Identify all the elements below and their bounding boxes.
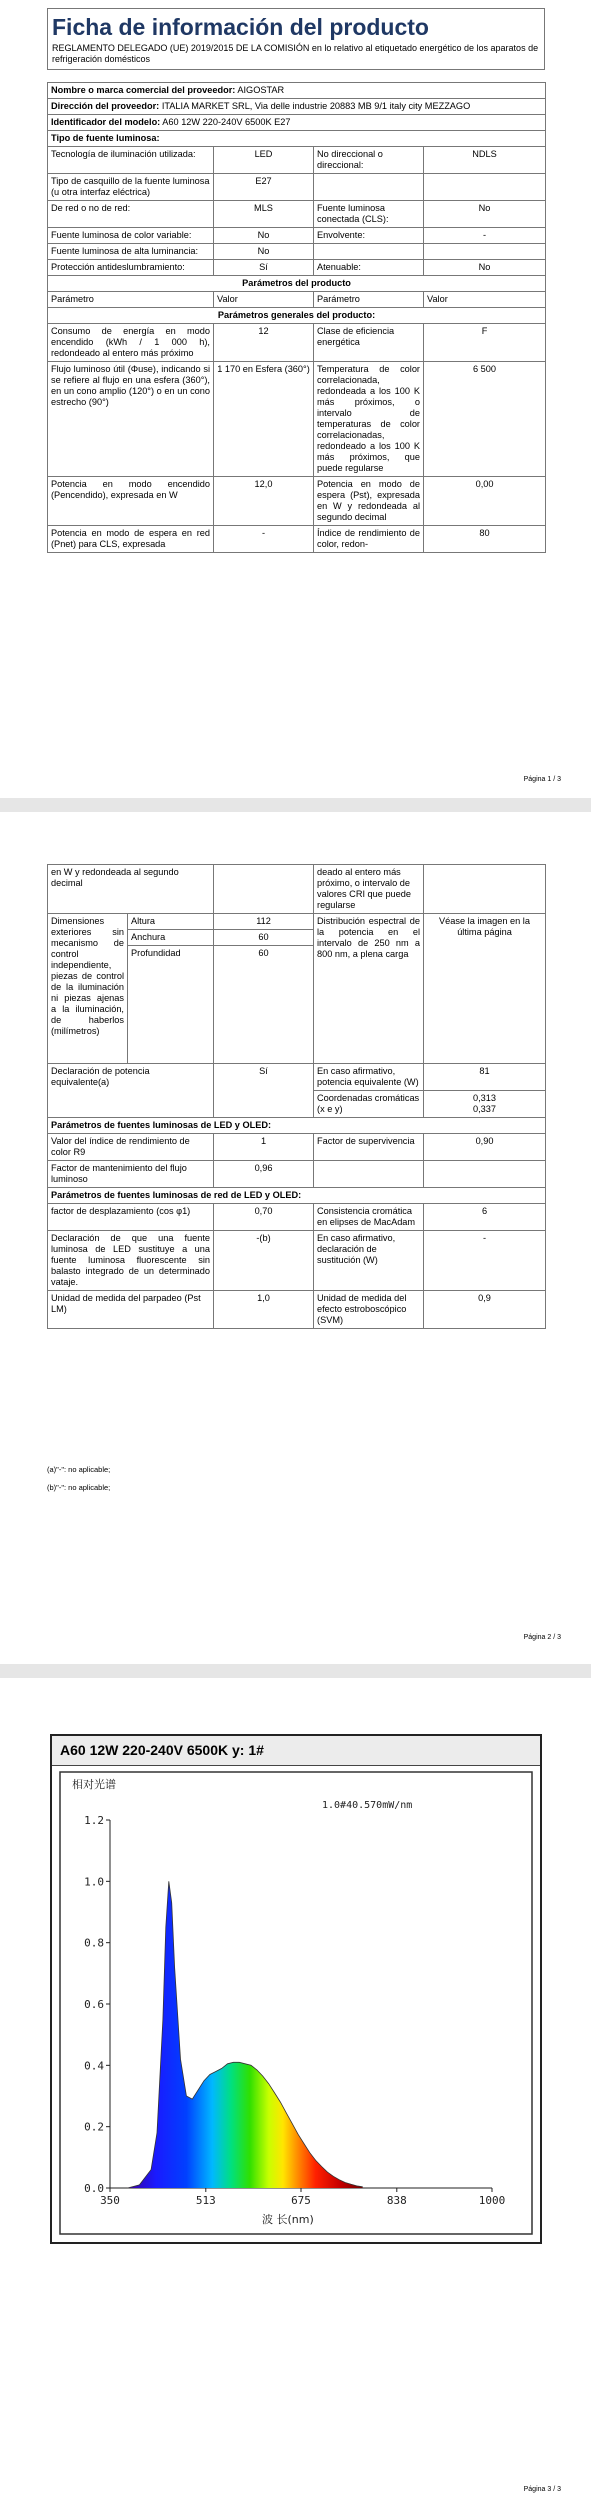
table-row: De red o no de red: MLS Fuente luminosa conectada (CLS): No bbox=[48, 201, 546, 228]
y-tick-label: 0.0 bbox=[84, 2182, 104, 2195]
spectrum-chart bbox=[52, 1768, 540, 2242]
table-row: factor de desplazamiento (cos φ1) 0,70 Consistencia cromática en elipses de MacAdam 6 bbox=[48, 1204, 546, 1231]
supplier-address-row: Dirección del proveedor: ITALIA MARKET SRL, Via delle industrie 20883 MB 9/1 italy city MEZZAGO bbox=[48, 99, 546, 115]
footnote-b: (b)"-": no aplicable; bbox=[47, 1483, 111, 1492]
page-number: Página 2 / 3 bbox=[523, 1634, 561, 1641]
dimensions-row: Profundidad 60 bbox=[48, 946, 546, 1064]
page-number: Página 1 / 3 bbox=[523, 776, 561, 783]
product-params-heading: Parámetros del producto bbox=[48, 276, 546, 292]
spectrum-header: A60 12W 220-240V 6500K y: 1# bbox=[52, 1736, 540, 1766]
equiv-label: Declaración de potencia equivalente(a) bbox=[48, 1064, 214, 1118]
info-table bbox=[47, 82, 546, 553]
table-row: Flujo luminoso útil (Φuse), indicando si se refiere al flujo en una esfera (360°), en un cono amplio (120°) o en un cono estrecho (90°) 1 170 en Esfera (360°) Temperatura de color correlacionada, redondeada a los 100 K más próximos, o intervalo de temperaturas de color correlacionadas, redondeado a los 100 K más próximos, que puede regularse 6 500 bbox=[48, 362, 546, 477]
footnote-a: (a)"-": no aplicable; bbox=[47, 1465, 111, 1474]
table-row: Valor del índice de rendimiento de color R9 1 Factor de supervivencia 0,90 bbox=[48, 1134, 546, 1161]
column-header-row: Parámetro Valor Parámetro Valor bbox=[48, 292, 546, 308]
annotation: 1.0#40.570mW/nm bbox=[322, 1800, 413, 1811]
table-row: en W y redondeada al segundo decimal deado al entero más próximo, o intervalo de valores CRI que puede regularse bbox=[48, 865, 546, 914]
table-row: Declaración de que una fuente luminosa de LED sustituye a una fuente luminosa fluorescente sin balasto integrado de un determinado vataje. -(b) En caso afirmativo, declaración de sustitución (W) - bbox=[48, 1231, 546, 1291]
y-tick-label: 0.8 bbox=[84, 1936, 104, 1950]
source-type-heading: Tipo de fuente luminosa: bbox=[48, 131, 546, 147]
title-block bbox=[47, 8, 545, 70]
table-row: Consumo de energía en modo encendido (kWh / 1 000 h), redondeado al entero más próximo 12 Clase de eficiencia energética F bbox=[48, 324, 546, 362]
y-tick-label: 0.2 bbox=[84, 2120, 104, 2134]
table-row: Fuente luminosa de color variable: No Envolvente: - bbox=[48, 228, 546, 244]
general-params-heading: Parámetros generales del producto: bbox=[48, 308, 546, 324]
y-tick-label: 0.6 bbox=[84, 1998, 104, 2011]
table-row: Unidad de medida del parpadeo (Pst LM) 1,0 Unidad de medida del efecto estroboscópico (SVM) 0,9 bbox=[48, 1291, 546, 1329]
page-number: Página 3 / 3 bbox=[523, 2486, 561, 2493]
spectrum-figure bbox=[50, 1734, 542, 2244]
x-tick-label: 838 bbox=[386, 2194, 407, 2207]
table-row: Potencia en modo de espera en red (Pnet) para CLS, expresada - Índice de rendimiento de color, redon- 80 bbox=[48, 526, 546, 553]
x-tick-label: 675 bbox=[291, 2194, 311, 2207]
dimensions-row: Anchura 60 bbox=[48, 930, 546, 946]
page-2 bbox=[0, 812, 591, 1664]
dimensions-row: Dimensiones exteriores sin mecanismo de control independiente, piezas de control de la iluminación ni piezas ajenas a la iluminación, de haberlos (milímetros) Altura 112 Distribución espectral de la potencia en el intervalo de 250 nm a 800 nm, a plena carga Véase la imagen en la última página bbox=[48, 914, 546, 930]
x-axis-label: 波 长(nm) bbox=[262, 2213, 314, 2226]
supplier-name-row: Nombre o marca comercial del proveedor: AIGOSTAR bbox=[48, 83, 546, 99]
model-row: Identificador del modelo: A60 12W 220-240V 6500K E27 bbox=[48, 115, 546, 131]
table-row: Tecnología de iluminación utilizada: LED No direccional o direccional: NDLS bbox=[48, 147, 546, 174]
table-row: Factor de mantenimiento del flujo luminoso 0,96 bbox=[48, 1161, 546, 1188]
mains-heading: Parámetros de fuentes luminosas de red de LED y OLED: bbox=[48, 1188, 546, 1204]
page-1 bbox=[0, 0, 591, 798]
table-row: Declaración de potencia equivalente(a) Sí En caso afirmativo, potencia equivalente (W) 81 bbox=[48, 1064, 546, 1091]
y-tick-label: 1.0 bbox=[84, 1875, 104, 1889]
table-row: Potencia en modo encendido (Pencendido), expresada en W 12,0 Potencia en modo de espera (Pst), expresada en W y redondeada al segundo decimal 0,00 bbox=[48, 477, 546, 526]
y-axis-label: 相对光谱 bbox=[72, 1778, 116, 1791]
x-tick-label: 1000 bbox=[478, 2194, 506, 2207]
table-row: Coordenadas cromáticas (x e y) 0,313 0,337 bbox=[48, 1091, 546, 1118]
table-row: Protección antideslumbramiento: Sí Atenuable: No bbox=[48, 260, 546, 276]
table-row: Fuente luminosa de alta luminancia: No bbox=[48, 244, 546, 260]
table-row: Tipo de casquillo de la fuente luminosa (u otra interfaz eléctrica) E27 bbox=[48, 174, 546, 201]
y-tick-label: 1.2 bbox=[84, 1814, 104, 1827]
page-title: Ficha de información del producto bbox=[52, 14, 429, 40]
x-tick-label: 350 bbox=[100, 2194, 120, 2207]
y-tick-label: 0.4 bbox=[84, 2059, 104, 2073]
chroma-values: 0,313 0,337 bbox=[424, 1091, 546, 1118]
info-table-continued bbox=[47, 864, 546, 1329]
x-tick-label: 513 bbox=[195, 2194, 216, 2207]
regulation-text: REGLAMENTO DELEGADO (UE) 2019/2015 DE LA COMISIÓN en lo relativo al etiquetado energético de los aparatos de refrigeración domésticos bbox=[52, 43, 539, 64]
page-3 bbox=[0, 1678, 591, 2510]
led-oled-heading: Parámetros de fuentes luminosas de LED y OLED: bbox=[48, 1118, 546, 1134]
